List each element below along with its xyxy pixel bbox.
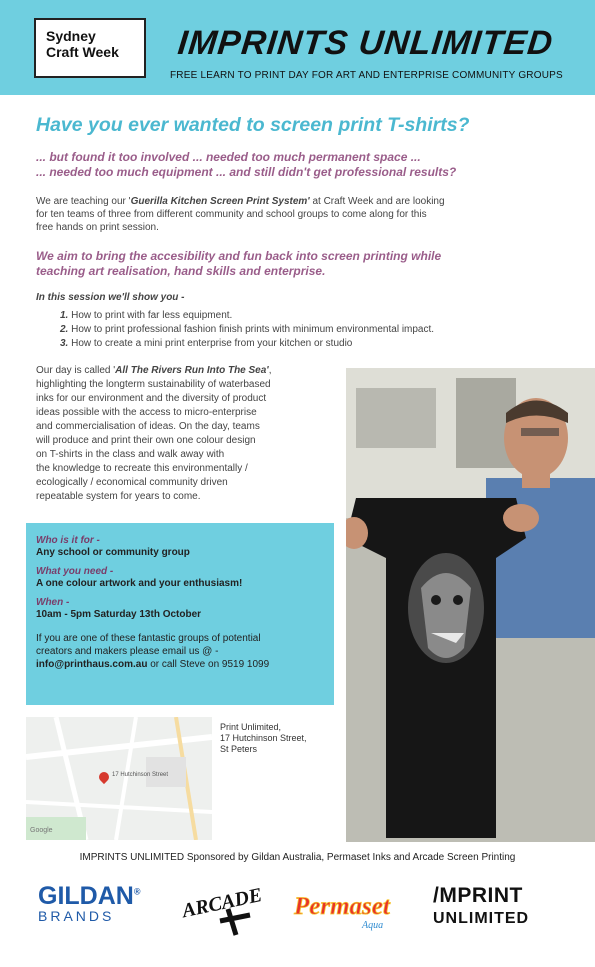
teaching-line-3: free hands on print session.	[36, 222, 159, 233]
story-line: highlighting the longterm sustainability of waterbased	[36, 379, 271, 390]
gildan-registered-mark: ®	[133, 886, 141, 897]
step-item	[60, 323, 434, 337]
step-number: 1.	[60, 310, 69, 321]
story-line: will produce and print their own one colour design	[36, 435, 256, 446]
subheadline	[36, 150, 576, 180]
map-pin-label: 17 Hutchinson Street	[112, 772, 169, 778]
aim-line-1: We aim to bring the accesibility and fun back into screen printing while	[36, 249, 442, 263]
scw-logo-line-2: Craft Week	[46, 44, 119, 60]
step-text: How to create a mini print enterprise from your kitchen or studio	[71, 338, 353, 349]
arcade-logo	[178, 875, 268, 941]
contact-line-3	[36, 658, 324, 671]
map-graphic	[26, 717, 212, 840]
email-link[interactable]: info@printhaus.com.au	[36, 659, 148, 670]
imprint-wordmark: /MPRINT	[433, 884, 523, 907]
gildan-text: GILDAN	[38, 882, 134, 910]
contact-text	[36, 632, 324, 671]
unlimited-wordmark: UNLIMITED	[433, 910, 530, 927]
story-pre: Our day is called '	[36, 365, 116, 376]
teaching-line-2: for ten teams of three from different community and school groups to come along for this	[36, 209, 427, 220]
contact-line-1: If you are one of these fantastic groups of potential	[36, 633, 261, 644]
sponsor-line: IMPRINTS UNLIMITED Sponsored by Gildan Australia, Permaset Inks and Arcade Screen Printing	[79, 852, 516, 863]
session-title: In this session we'll show you -	[36, 292, 185, 303]
teaching-pre: We are teaching our '	[36, 196, 131, 207]
story-line: inks for our environment and the diversity of product	[36, 393, 267, 404]
when-value: 10am - 5pm Saturday 13th October	[36, 609, 202, 620]
step-number: 2.	[60, 324, 69, 335]
story-paragraph	[36, 364, 336, 504]
story-event-name: All The Rivers Run Into The Sea'	[115, 365, 269, 376]
story-line: on T-shirts in the class and walk away with	[36, 449, 225, 460]
story-line: ecologically / economical community driven	[36, 477, 228, 488]
phone-text: or call Steve on 9519 1099	[147, 659, 270, 670]
permaset-aqua-text: Aqua	[362, 920, 384, 931]
step-item	[60, 309, 434, 323]
story-line: the knowledge to recreate this environmentally /	[36, 463, 248, 474]
teaching-system-name: Guerilla Kitchen Screen Print System'	[130, 196, 310, 207]
step-number: 3.	[60, 338, 69, 349]
story-line: ideas possible with the access to micro-enterprise	[36, 407, 257, 418]
address-line: Print Unlimited,	[220, 722, 282, 732]
info-box	[26, 523, 334, 705]
step-text: How to print with far less equipment.	[71, 310, 233, 321]
story-line: and commercialisation of ideas. On the day, teams	[36, 421, 260, 432]
who-value: Any school or community group	[36, 547, 190, 558]
subhead-line-1: ... but found it too involved ... needed too much permanent space ...	[36, 150, 421, 164]
step-text: How to print professional fashion finish prints with minimum environmental impact.	[71, 324, 435, 335]
teaching-line-1	[36, 195, 546, 208]
photo-man-with-tshirt	[346, 368, 595, 842]
steps-list	[60, 309, 434, 351]
address-line: 17 Hutchinson Street,	[220, 733, 307, 743]
need-label: What you need -	[36, 566, 114, 577]
google-label: Google	[30, 827, 53, 834]
brand-title: IMPRINTS UNLIMITED	[176, 24, 556, 62]
imprint-unlimited-logo	[433, 884, 573, 928]
gildan-brands-text: BRANDS	[38, 908, 115, 924]
teaching-paragraph	[36, 195, 546, 234]
when-label: When -	[36, 597, 70, 608]
permaset-logo	[292, 880, 414, 936]
header-banner	[0, 0, 595, 95]
permaset-logo-graphic	[292, 880, 414, 936]
need-value: A one colour artwork and your enthusiasm!	[36, 578, 243, 589]
scw-logo-line-1: Sydney	[46, 28, 96, 44]
sydney-craft-week-logo	[34, 18, 146, 78]
photo-illustration	[346, 368, 595, 842]
aim-line-2: teaching art realisation, hand skills and enterprise.	[36, 264, 326, 278]
permaset-wordmark: Permaset	[294, 893, 390, 920]
who-label: Who is it for -	[36, 535, 100, 546]
arcade-logo-graphic	[178, 875, 268, 941]
address-block	[220, 722, 307, 755]
story-line-1	[36, 364, 336, 378]
step-item	[60, 337, 434, 351]
gildan-wordmark	[38, 882, 158, 911]
story-comma: ,	[268, 365, 272, 376]
brand-subtitle: FREE LEARN TO PRINT DAY FOR ART AND ENTERPRISE COMMUNITY GROUPS	[170, 70, 563, 81]
teaching-post-1: at Craft Week and are looking	[309, 196, 445, 207]
arcade-wordmark: ARCADE	[180, 883, 265, 923]
subhead-line-2: ... needed too much equipment ... and still didn't get professional results?	[36, 165, 457, 179]
location-map[interactable]	[26, 717, 212, 840]
aim-statement	[36, 249, 556, 279]
gildan-logo	[38, 882, 158, 924]
headline: Have you ever wanted to screen print T-shirts?	[36, 114, 470, 136]
contact-line-2: creators and makers please email us @ -	[36, 646, 219, 657]
address-line: St Peters	[220, 744, 258, 754]
story-line: repeatable system for years to come.	[36, 491, 201, 502]
